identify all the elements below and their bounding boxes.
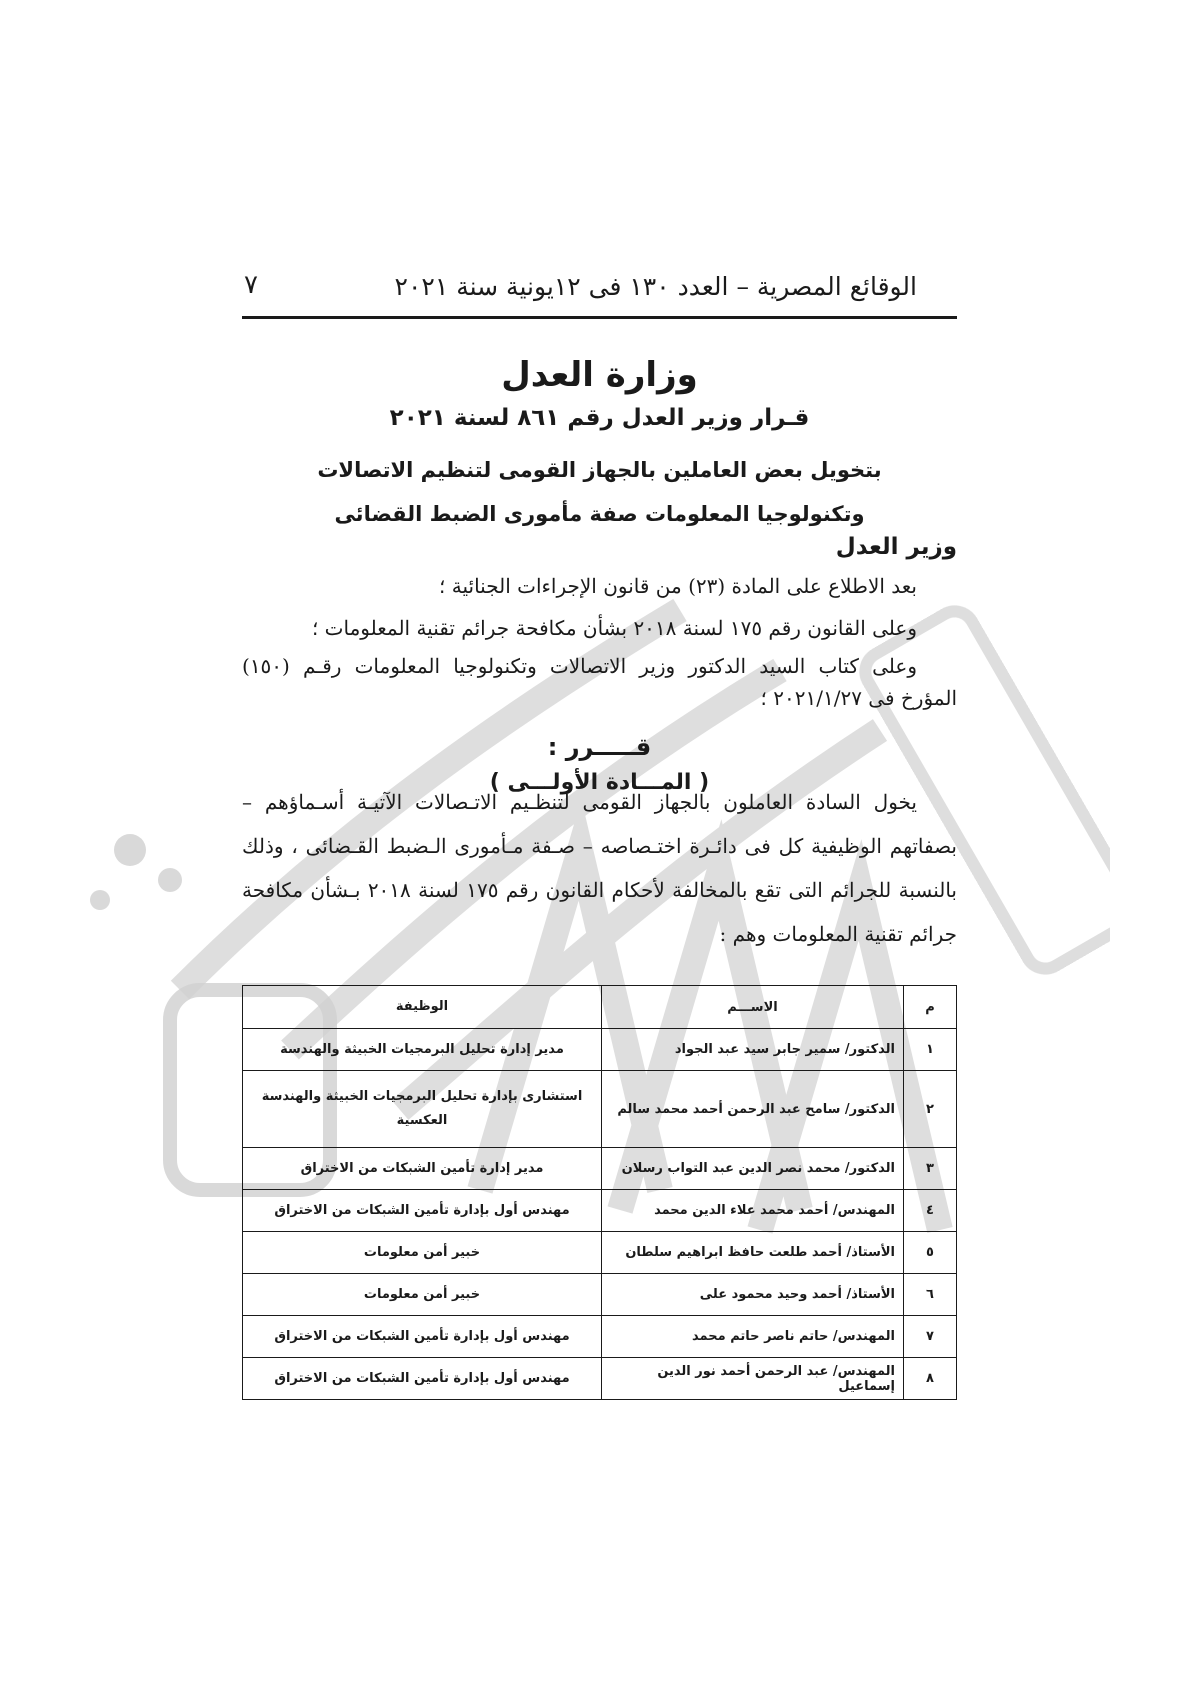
article-one-text: يخول السادة العاملون بالجهاز القومى لتنظـيم الاتـصالات الآتيـة أسـماؤهم – بصفاتهم الوظيفية كل فى دائـرة اختـصاصه – صـفة مـأمورى الـضبط القـضائى ، وذلك بالنسبة للجرائم التى تقع بالمخالفة لأحكام القانون رقم ١٧٥ لسنة ٢٠١٨ بـشأن مكافحة جرائم تقنية المعلومات وهم : bbox=[242, 790, 957, 946]
row-job: مهندس أول بإدارة تأمين الشبكات من الاختراق bbox=[243, 1358, 602, 1400]
row-num: ٦ bbox=[904, 1274, 957, 1316]
row-num: ٧ bbox=[904, 1316, 957, 1358]
row-name: الدكتور/ سمير جابر سيد عبد الجواد bbox=[602, 1029, 904, 1071]
table-header-row bbox=[243, 986, 957, 1029]
table-row bbox=[243, 1148, 957, 1190]
preamble-paragraph-2: وعلى القانون رقم ١٧٥ لسنة ٢٠١٨ بشأن مكافحة جرائم تقنية المعلومات ؛ bbox=[311, 616, 917, 640]
row-job: مدير إدارة تحليل البرمجيات الخبيثة والهندسة bbox=[243, 1029, 602, 1071]
row-num: ٥ bbox=[904, 1232, 957, 1274]
row-num: ٤ bbox=[904, 1190, 957, 1232]
header-num: م bbox=[904, 986, 957, 1029]
table-row bbox=[243, 1029, 957, 1071]
row-job: مدير إدارة تأمين الشبكات من الاختراق bbox=[243, 1148, 602, 1190]
issuer-heading: وزير العدل bbox=[835, 534, 957, 560]
row-name: الدكتور/ سامح عبد الرحمن أحمد محمد سالم bbox=[602, 1071, 904, 1148]
row-job: خبير أمن معلومات bbox=[243, 1232, 602, 1274]
table-row bbox=[243, 1316, 957, 1358]
table-row bbox=[243, 1190, 957, 1232]
row-name: المهندس/ عبد الرحمن أحمد نور الدين إسماعيل bbox=[602, 1358, 904, 1400]
table-row bbox=[243, 1358, 957, 1400]
decree-title: قـرار وزير العدل رقم ٨٦١ لسنة ٢٠٢١ bbox=[389, 405, 810, 431]
header-job: الوظيفة bbox=[243, 986, 602, 1029]
row-name: المهندس/ حاتم ناصر حاتم محمد bbox=[602, 1316, 904, 1358]
row-num: ٨ bbox=[904, 1358, 957, 1400]
ministry-title: وزارة العدل bbox=[501, 355, 698, 395]
table-row bbox=[243, 1232, 957, 1274]
table-row bbox=[243, 1071, 957, 1148]
row-job: مهندس أول بإدارة تأمين الشبكات من الاختراق bbox=[243, 1316, 602, 1358]
article-one-title: ( المـــادة الأولـــى ) bbox=[489, 770, 710, 795]
preamble-paragraph-3: وعلى كتاب السيد الدكتور وزير الاتصالات وتكنولوجيا المعلومات رقـم (١٥٠) المؤرخ فى ٢٠٢١/١/٢٧ ؛ bbox=[242, 654, 957, 710]
subject-line-1: بتخويل بعض العاملين بالجهاز القومى لتنظيم الاتصالات bbox=[317, 458, 882, 482]
row-name: الأستاذ/ أحمد وحيد محمود على bbox=[602, 1274, 904, 1316]
row-num: ٢ bbox=[904, 1071, 957, 1148]
row-num: ١ bbox=[904, 1029, 957, 1071]
row-name: الأستاذ/ أحمد طلعت حافظ ابراهيم سلطان bbox=[602, 1232, 904, 1274]
row-job: استشارى بإدارة تحليل البرمجيات الخبيثة والهندسة العكسية bbox=[243, 1071, 602, 1148]
row-name: الدكتور/ محمد نصر الدين عبد التواب رسلان bbox=[602, 1148, 904, 1190]
header-name: الاســـم bbox=[602, 986, 904, 1029]
page-number: ٧ bbox=[244, 270, 258, 300]
decree-subject bbox=[242, 448, 957, 536]
subject-line-2: وتكنولوجيا المعلومات صفة مأمورى الضبط القضائى bbox=[334, 502, 865, 526]
table-row bbox=[243, 1274, 957, 1316]
row-num: ٣ bbox=[904, 1148, 957, 1190]
gazette-issue-title: الوقائع المصرية – العدد ١٣٠ فى ١٢يونية سنة ٢٠٢١ bbox=[394, 272, 917, 301]
running-header bbox=[242, 270, 957, 319]
row-name: المهندس/ أحمد محمد علاء الدين محمد bbox=[602, 1190, 904, 1232]
row-job: مهندس أول بإدارة تأمين الشبكات من الاختراق bbox=[243, 1190, 602, 1232]
staff-table bbox=[242, 985, 957, 1400]
decides-heading: قـــــرر : bbox=[547, 733, 652, 761]
preamble-paragraph-1: بعد الاطلاع على المادة (٢٣) من قانون الإجراءات الجنائية ؛ bbox=[439, 574, 917, 598]
row-job: خبير أمن معلومات bbox=[243, 1274, 602, 1316]
